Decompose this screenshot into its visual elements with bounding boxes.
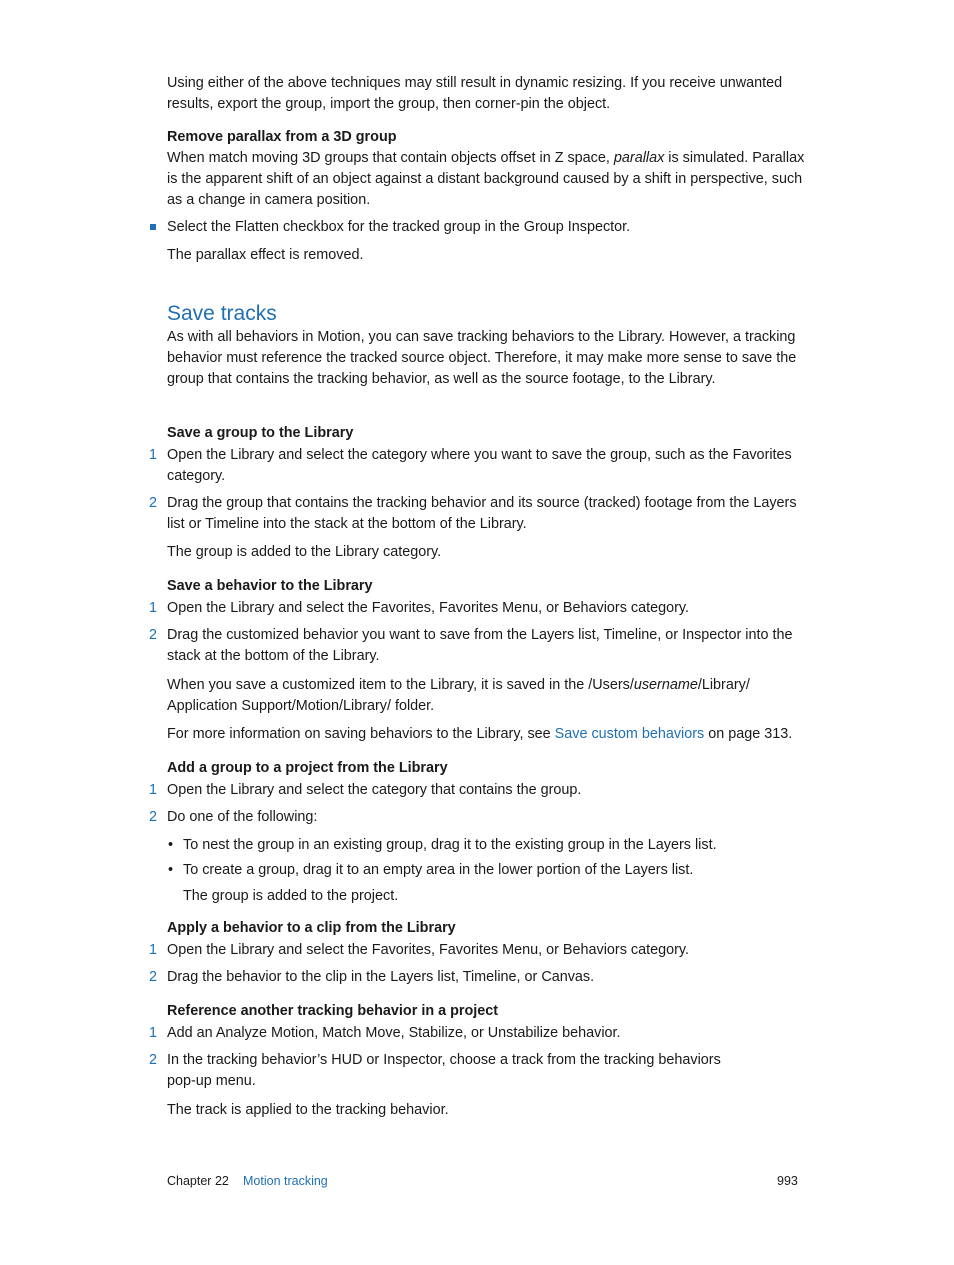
- step-text: Do one of the following:: [167, 809, 318, 825]
- note-text-b: /Library/ Application Support/Motion/Library/ folder.: [167, 677, 750, 714]
- step-number: 1: [149, 942, 158, 958]
- step-text: Open the Library and select the Favorites, Favorites Menu, or Behaviors category.: [167, 600, 690, 616]
- apply-behavior-heading: Apply a behavior to a clip from the Library: [167, 920, 456, 936]
- add-group-heading: Add a group to a project from the Library: [167, 760, 448, 776]
- parallax-result: The parallax effect is removed.: [167, 247, 364, 263]
- step-number: 2: [149, 495, 158, 511]
- step-text: Open the Library and select the Favorites, Favorites Menu, or Behaviors category.: [167, 942, 690, 958]
- step-number: 2: [149, 809, 158, 825]
- step-number: 2: [149, 1052, 158, 1068]
- step-text: Add an Analyze Motion, Match Move, Stabilize, or Unstabilize behavior.: [167, 1025, 621, 1041]
- more-info-paragraph: [167, 724, 807, 745]
- bullet-dot-icon: •: [168, 837, 174, 853]
- step-text: In the tracking behavior’s HUD or Inspector, choose a track from the tracking behaviors pop-up menu.: [167, 1052, 721, 1089]
- parallax-body-text-a: When match moving 3D groups that contain objects offset in Z space,: [167, 150, 614, 166]
- step-number: 2: [149, 627, 158, 643]
- step-text: Open the Library and select the category where you want to save the group, such as the Favorites category.: [167, 447, 792, 484]
- save-group-heading: Save a group to the Library: [167, 425, 354, 441]
- step-text: Drag the group that contains the tracking behavior and its source (tracked) footage from the Layers list or Timeline into the stack at the bottom of the Library.: [167, 495, 797, 532]
- step-number: 2: [149, 969, 158, 985]
- parallax-term: parallax: [613, 150, 665, 166]
- footer-chapter: Chapter 22: [167, 1174, 229, 1188]
- reference-result: The track is applied to the tracking behavior.: [167, 1102, 449, 1118]
- step-text: Drag the behavior to the clip in the Layers list, Timeline, or Canvas.: [167, 969, 595, 985]
- option-text: To create a group, drag it to an empty area in the lower portion of the Layers list.: [183, 862, 694, 878]
- note-username: username: [633, 677, 698, 693]
- note-text-a: When you save a customized item to the Library, it is saved in the /Users/: [167, 677, 634, 693]
- footer-chapter-title-link[interactable]: Motion tracking: [243, 1174, 328, 1188]
- add-group-result: The group is added to the project.: [183, 888, 399, 904]
- more-info-text-a: For more information on saving behaviors to the Library, see: [167, 726, 555, 742]
- step-number: 1: [149, 600, 158, 616]
- save-custom-behaviors-link[interactable]: Save custom behaviors: [554, 726, 705, 742]
- step-text: Open the Library and select the category that contains the group.: [167, 782, 582, 798]
- parallax-body: [167, 148, 807, 211]
- bullet-square-icon: [150, 224, 156, 230]
- parallax-body-text-b: is simulated. Parallax is the apparent shift of an object against a distant background caused by a shift in perspective, such as a change in camera position.: [167, 150, 805, 208]
- footer-page-number: 993: [777, 1174, 798, 1188]
- section-title-save-tracks: Save tracks: [167, 302, 277, 325]
- step-number: 1: [149, 447, 158, 463]
- option-text: To nest the group in an existing group, drag it to the existing group in the Layers list.: [183, 837, 717, 853]
- save-group-result: The group is added to the Library category.: [167, 544, 442, 560]
- intro-paragraph: Using either of the above techniques may still result in dynamic resizing. If you receive unwanted results, export the group, import the group, then corner-pin the object.: [167, 75, 783, 112]
- step-number: 1: [149, 1025, 158, 1041]
- step-number: 1: [149, 782, 158, 798]
- save-behavior-note: [167, 675, 807, 717]
- parallax-heading: Remove parallax from a 3D group: [167, 129, 397, 145]
- save-tracks-intro: As with all behaviors in Motion, you can save tracking behaviors to the Library. However, a tracking behavior must reference the tracked source object. Therefore, it may make more sense to save the group that contains the tracking behavior, as well as the source footage, to the Library.: [167, 329, 797, 387]
- step-text: Drag the customized behavior you want to save from the Layers list, Timeline, or Inspector into the stack at the bottom of the Library.: [167, 627, 793, 664]
- parallax-bullet-text: Select the Flatten checkbox for the tracked group in the Group Inspector.: [167, 219, 631, 235]
- reference-heading: Reference another tracking behavior in a project: [167, 1003, 499, 1019]
- save-behavior-heading: Save a behavior to the Library: [167, 578, 373, 594]
- bullet-dot-icon: •: [168, 862, 174, 878]
- more-info-text-b: on page 313.: [704, 726, 793, 742]
